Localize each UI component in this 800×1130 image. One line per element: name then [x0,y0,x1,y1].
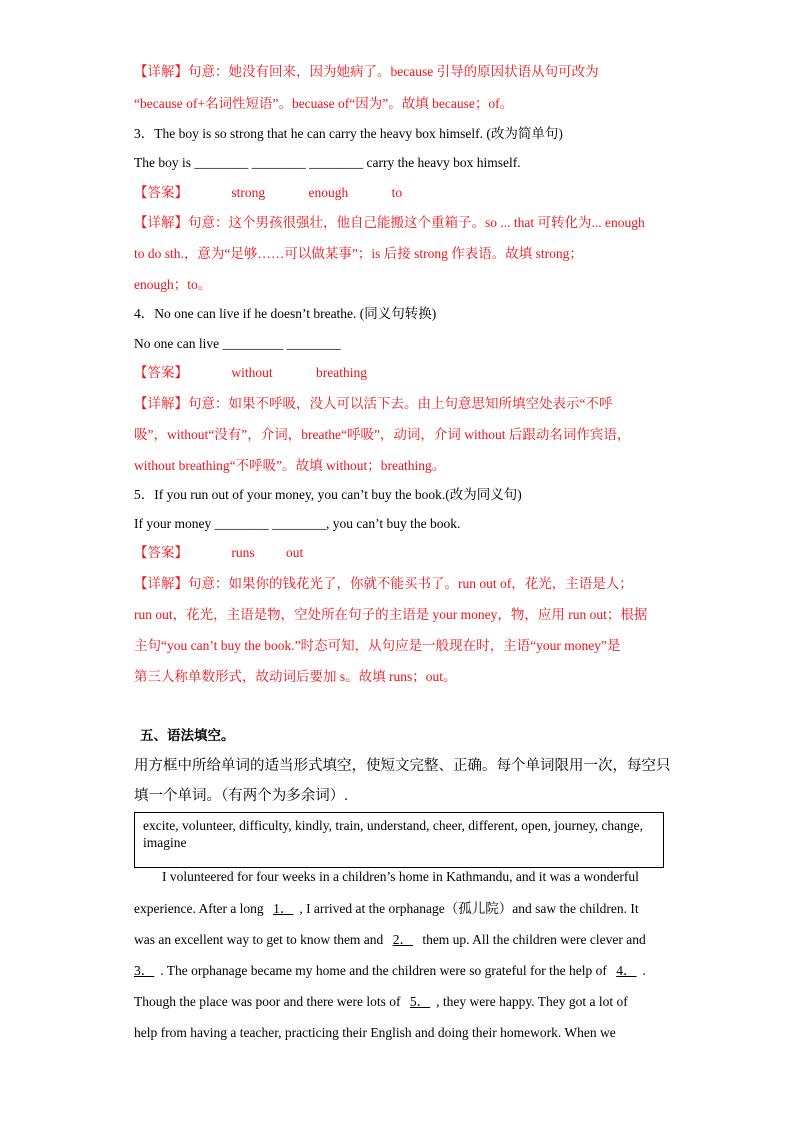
section-instruction: 用方框中所给单词的适当形式填空，使短文完整、正确。每个单词限用一次，每空只 [134,758,671,774]
explanation-line: 第三人称单数形式，故动词后要加 s。故填 runs；out。 [134,669,457,684]
passage-line: I volunteered for four weeks in a children’s home in Kathmandu, and it was a wonderful [162,869,639,884]
passage-text: Though the place was poor and there were lots of [134,994,404,1009]
blank-5: 5． [409,994,431,1009]
answer-row [134,184,402,202]
question-3-blanks: The boy is ________ ________ ________ carry the heavy box himself. [134,155,521,170]
explanation-line: to do sth.，意为“足够……可以做某事”；is 后接 strong 作表语。故填 strong； [134,246,583,261]
passage-text: . [642,963,646,978]
answer-word: to [391,185,403,200]
question-4-blanks: No one can live _________ ________ [134,336,341,351]
answer-word: breathing [316,365,367,380]
passage-text: , they were happy. They got a lot of [436,994,628,1009]
question-5-blanks: If your money ________ ________, you can’t buy the book. [134,516,461,531]
answer-row [134,364,367,382]
blank-1: 1． [273,901,294,916]
answer-word: out [286,545,304,560]
question-5: 5．If you run out of your money, you can’t buy the book.(改为同义句) [134,487,522,502]
question-4: 4．No one can live if he doesn’t breathe. (同义句转换) [134,306,437,321]
question-3: 3．The boy is so strong that he can carry the heavy box himself. (改为简单句) [134,126,563,141]
answer-row [134,544,303,562]
section-title: 五、语法填空。 [140,728,235,743]
word-box: excite, volunteer, difficulty, kindly, train, understand, cheer, different, open, journey, change, imagine [134,812,664,868]
explanation-line: 【详解】句意：这个男孩很强壮，他自己能搬这个重箱子。so ... that 可转化为... enough [134,215,645,230]
passage-text: . The orphanage became my home and the children were so grateful for the help of [160,963,611,978]
answer-label: 【答案】 [134,185,188,200]
passage-text: , I arrived at the orphanage（孤儿院）and saw the children. It [299,901,639,916]
explanation-line: 吸”，without“没有”，介词，breathe“呼吸”，动词，介词 without 后跟动名词作宾语， [134,427,631,442]
blank-2: 2． [392,932,413,947]
answer-label: 【答案】 [134,545,188,560]
explanation-line: 【详解】句意：她没有回来，因为她病了。because 引导的原因状语从句可改为 [134,64,599,79]
answer-word: strong [231,185,266,200]
passage-line [134,900,639,918]
section-instruction: 填一个单词。（有两个为多余词）. [134,788,348,804]
explanation-line: “because of+名词性短语”。becuase of“因为”。故填 because；of。 [134,96,514,111]
explanation-line: 【详解】句意：如果你的钱花光了，你就不能买书了。run out of，花光，主语是人； [134,576,633,591]
passage-line [134,993,628,1011]
explanation-line: 主句“you can’t buy the book.”时态可知，从句应是一般现在时，主语“your money”是 [134,638,621,653]
passage-text: was an excellent way to get to know them and [134,932,387,947]
explanation-line: run out，花光，主语是物，空处所在句子的主语是 your money，物，应用 run out；根据 [134,607,648,622]
passage-text: experience. After a long [134,901,268,916]
passage-line [134,962,646,980]
blank-3: 3． [134,963,155,978]
answer-word: without [231,365,273,380]
answer-label: 【答案】 [134,365,188,380]
answer-word: runs [231,545,255,560]
passage-text: them up. All the children were clever and [418,932,646,947]
blank-4: 4． [616,963,637,978]
passage-line [134,931,646,949]
explanation-line: enough；to。 [134,277,212,292]
explanation-line: without breathing“不呼吸”。故填 without；breathing。 [134,458,446,473]
answer-word: enough [308,185,349,200]
explanation-line: 【详解】句意：如果不呼吸，没人可以活下去。由上句意思知所填空处表示“不呼 [134,396,613,411]
passage-line: help from having a teacher, practicing their English and doing their homework. When we [134,1025,616,1040]
